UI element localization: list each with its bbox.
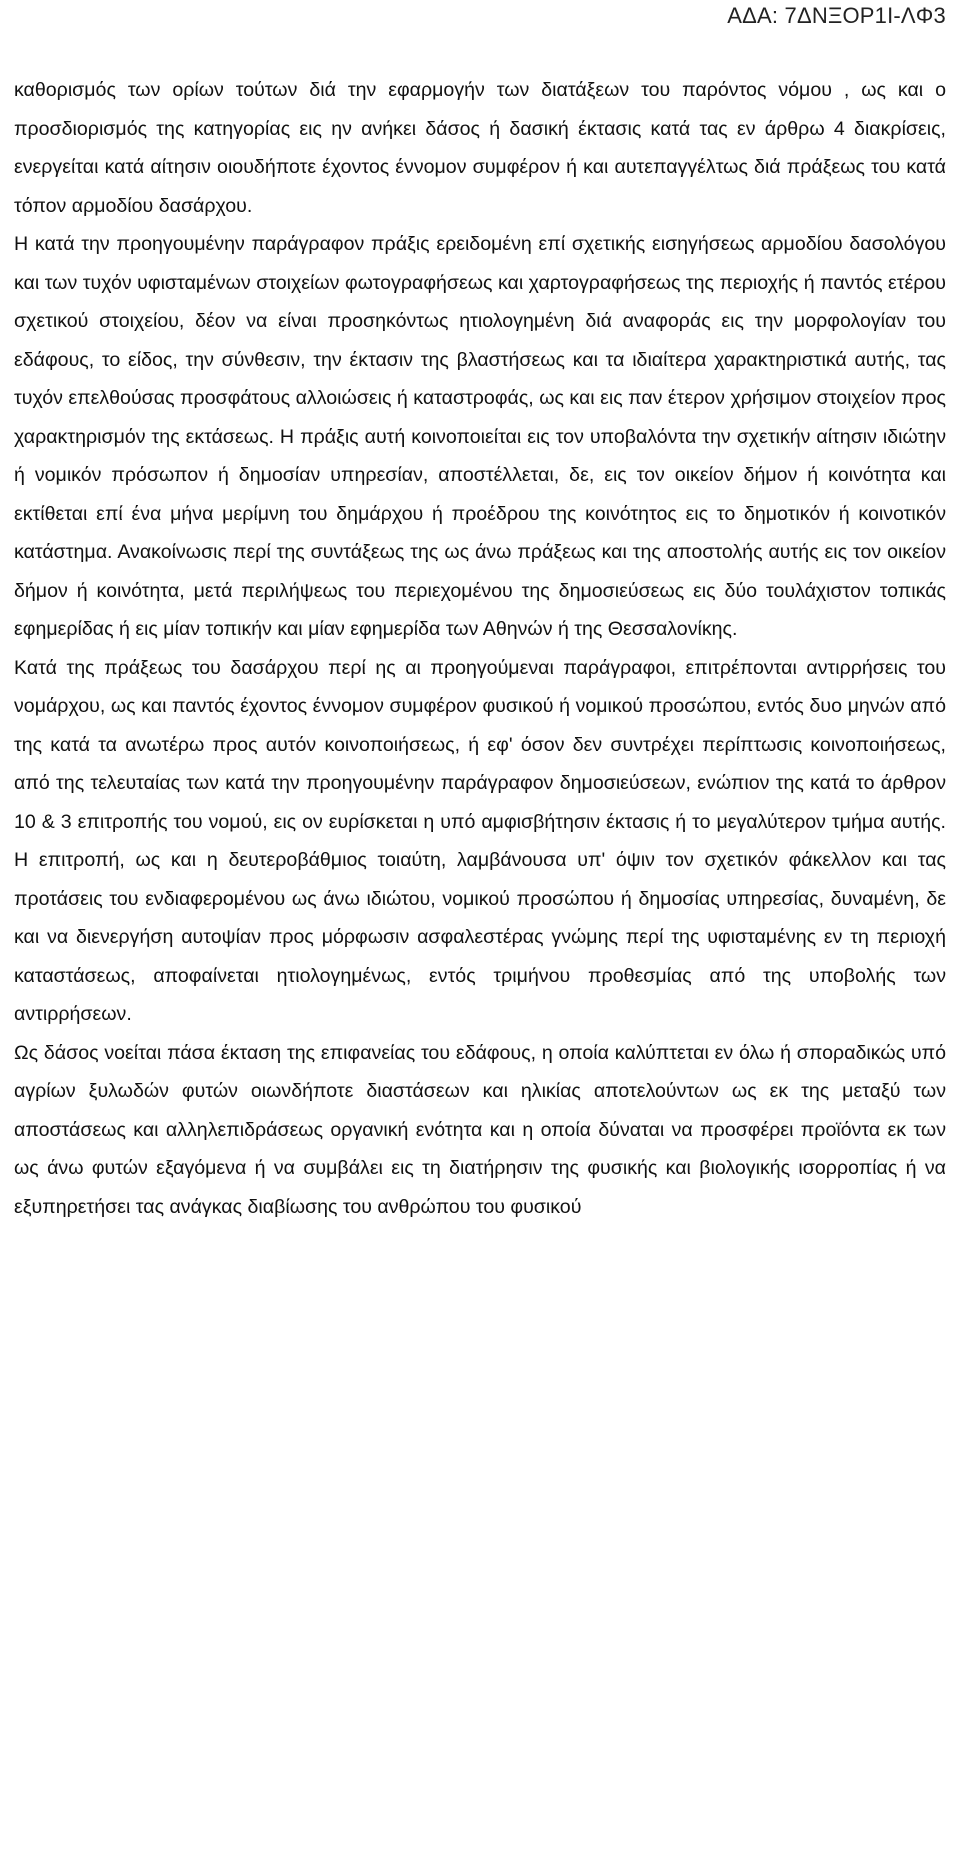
document-code-header: ΑΔΑ: 7ΔΝΞΟΡ1Ι-ΛΦ3 — [727, 3, 946, 28]
paragraph-objections: Κατά της πράξεως του δασάρχου περί ης αι προηγούμεναι παράγραφοι, επιτρέπονται αντιρρήσεις του νομάρχου, ως και παντός έχοντος έννομον συμφέρον φυσικού ή νομικού προσώπου, εντός δυο μηνών από της κατά τα ανωτέρω προς αυτόν κοινοποιήσεως, ή εφ' όσον δεν συντρέχει περίπτωσις κοινοποιήσεως, από της τελευταίας των κατά την προηγουμένην παράγραφον δημοσιεύσεων, ενώπιον της κατά το άρθρον 10 & 3 επιτροπής του νομού, εις ον ευρίσκεται η υπό αμφισβήτησιν έκτασις ή το μεγαλύτερον τμήμα αυτής. Η επιτροπή, ως και η δευτεροβάθμιος τοιαύτη, λαμβάνουσα υπ' όψιν τον σχετικόν φάκελλον και τας προτάσεις του ενδιαφερομένου ως άνω ιδιώτου, νομικού προσώπου ή δημοσίας υπηρεσίας, δυναμένη, δε και να διενεργήση αυτοψίαν προς μόρφωσιν ασφαλεστέρας γνώμης περί της υφισταμένης εν τη περιοχή καταστάσεως, αποφαίνεται ητιολογημένως, εντός τριμήνου προθεσμίας από της υποβολής των αντιρρήσεων. — [14, 656, 946, 1025]
paragraph-forester-act: Η κατά την προηγουμένην παράγραφον πράξις ερειδομένη επί σχετικής εισηγήσεως αρμοδίου δασολόγου και των τυχόν υφισταμένων στοιχείων φωτογραφήσεως και χαρτογραφήσεως της περιοχής ή παντός ετέρου σχετικού στοιχείου, δέον να είναι προσηκόντως ητιολογημένη διά αναφοράς εις την μορφολογίαν του εδάφους, το είδος, την σύνθεσιν, την έκτασιν της βλαστήσεως και τα ιδιαίτερα χαρακτηριστικά αυτής, τας τυχόν επελθούσας προσφάτους αλλοιώσεις ή καταστροφάς, ως και εις παν έτερον χρήσιμον στοιχείον προς χαρακτηρισμόν της εκτάσεως. Η πράξις αυτή κοινοποιείται εις τον υποβαλόντα την σχετικήν αίτησιν ιδιώτην ή νομικόν πρόσωπον ή δημοσίαν υπηρεσίαν, αποστέλλεται, δε, εις τον οικείον δήμον ή κοινότητα και εκτίθεται επί ένα μήνα μερίμνη του δημάρχου ή προέδρου της κοινότητος εις το δημοτικόν ή κοινοτικόν κατάστημα. Ανακοίνωσις περί της συντάξεως της ως άνω πράξεως και της αποστολής αυτής εις τον οικείον δήμον ή κοινότητα, μετά περιλήψεως του περιεχομένου της δημοσιεύσεως εις δύο τουλάχιστον τοπικάς εφημερίδας ή εις μίαν τοπικήν και μίαν εφημερίδα των Αθηνών ή της Θεσσαλονίκης. — [14, 233, 946, 640]
document-body — [14, 71, 946, 1226]
paragraph-forest-boundaries: καθορισμός των ορίων τούτων διά την εφαρμογήν των διατάξεων του παρόντος νόμου , ως και ο προσδιορισμός της κατηγορίας εις ην ανήκει δάσος ή δασική έκτασις κατά τας εν άρθρω 4 διακρίσεις, ενεργείται κατά αίτησιν οιουδήποτε έχοντος έννομον συμφέρον ή και αυτεπαγγέλτως διά πράξεως του κατά τόπον αρμοδίου δασάρχου. — [14, 79, 946, 217]
paragraph-forest-definition: Ως δάσος νοείται πάσα έκταση της επιφανείας του εδάφους, η οποία καλύπτεται εν όλω ή σποραδικώς υπό αγρίων ξυλωδών φυτών οιωνδήποτε διαστάσεων και ηλικίας αποτελούντων ως εκ της μεταξύ των αποστάσεως και αλληλεπιδράσεως οργανική ενότητα και η οποία δύναται να προσφέρει προϊόντα εκ των ως άνω φυτών εξαγόμενα ή να συμβάλει εις τη διατήρησιν της φυσικής και βιολογικής ισορροπίας ή να εξυπηρετήσει τας ανάγκας διαβίωσης του ανθρώπου του φυσικού — [14, 1041, 946, 1218]
